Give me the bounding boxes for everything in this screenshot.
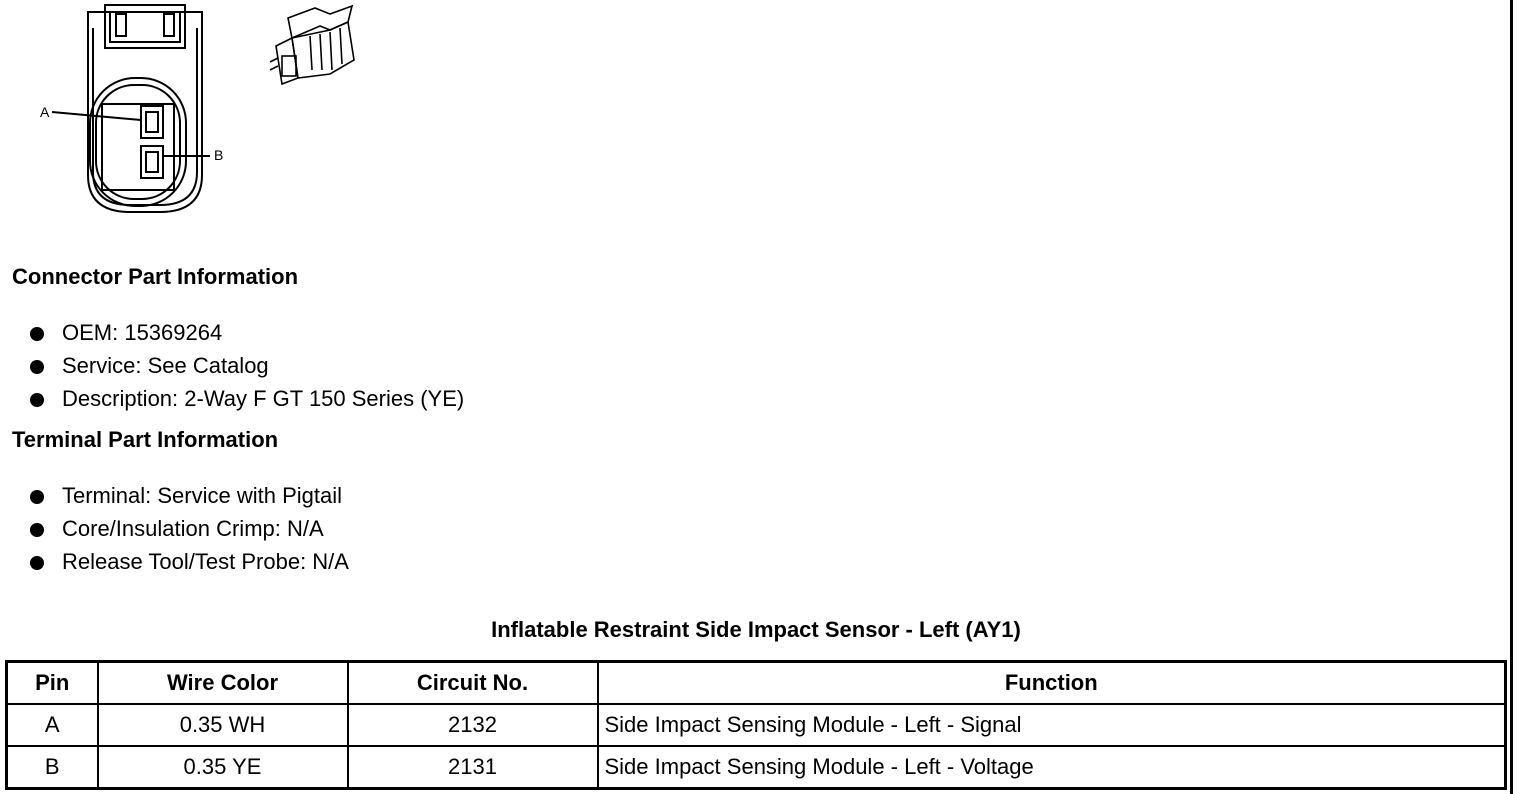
connector-part-info-list [28, 320, 464, 419]
list-item-text: Core/Insulation Crimp: N/A [62, 516, 324, 541]
terminal-cavity-a [141, 106, 163, 138]
terminal-part-info-heading: Terminal Part Information [12, 427, 279, 452]
cell-pin: B [7, 746, 98, 789]
bullet-icon [30, 393, 44, 407]
pin-label-a: A [40, 104, 50, 120]
bullet-icon [30, 523, 44, 537]
cell-function: Side Impact Sensing Module - Left - Signal [598, 704, 1506, 746]
cell-circuit-no: 2131 [348, 746, 598, 789]
page-right-border [1510, 0, 1513, 794]
pin-table-title: Inflatable Restraint Side Impact Sensor - Left (AY1) [491, 617, 1021, 642]
bullet-icon [30, 360, 44, 374]
table-header-row [7, 662, 1506, 705]
list-item-text: Description: 2-Way F GT 150 Series (YE) [62, 386, 465, 411]
pin-table [5, 660, 1507, 790]
list-item-text: Service: See Catalog [62, 353, 269, 378]
connector-part-info-heading: Connector Part Information [12, 264, 299, 289]
terminal-part-info-list [28, 483, 349, 582]
list-item [28, 386, 464, 419]
cell-pin: A [7, 704, 98, 746]
header-pin: Pin [7, 662, 98, 705]
cell-circuit-no: 2132 [348, 704, 598, 746]
header-wire-color: Wire Color [98, 662, 348, 705]
connector-iso-view [270, 6, 354, 84]
table-row [7, 746, 1506, 789]
list-item-text: Release Tool/Test Probe: N/A [62, 549, 349, 574]
list-item [28, 353, 464, 386]
list-item [28, 549, 349, 582]
header-circuit-no: Circuit No. [348, 662, 598, 705]
bullet-icon [30, 327, 44, 341]
list-item [28, 320, 464, 353]
cell-wire-color: 0.35 YE [98, 746, 348, 789]
list-item [28, 483, 349, 516]
list-item-text: OEM: 15369264 [62, 320, 223, 345]
header-function: Function [598, 662, 1506, 705]
cell-wire-color: 0.35 WH [98, 704, 348, 746]
table-row [7, 704, 1506, 746]
list-item-text: Terminal: Service with Pigtail [62, 483, 342, 508]
cell-function: Side Impact Sensing Module - Left - Voltage [598, 746, 1506, 789]
connector-diagram [30, 0, 390, 222]
terminal-cavity-b [141, 146, 163, 178]
list-item [28, 516, 349, 549]
pin-label-b: B [214, 147, 224, 163]
bullet-icon [30, 490, 44, 504]
bullet-icon [30, 556, 44, 570]
